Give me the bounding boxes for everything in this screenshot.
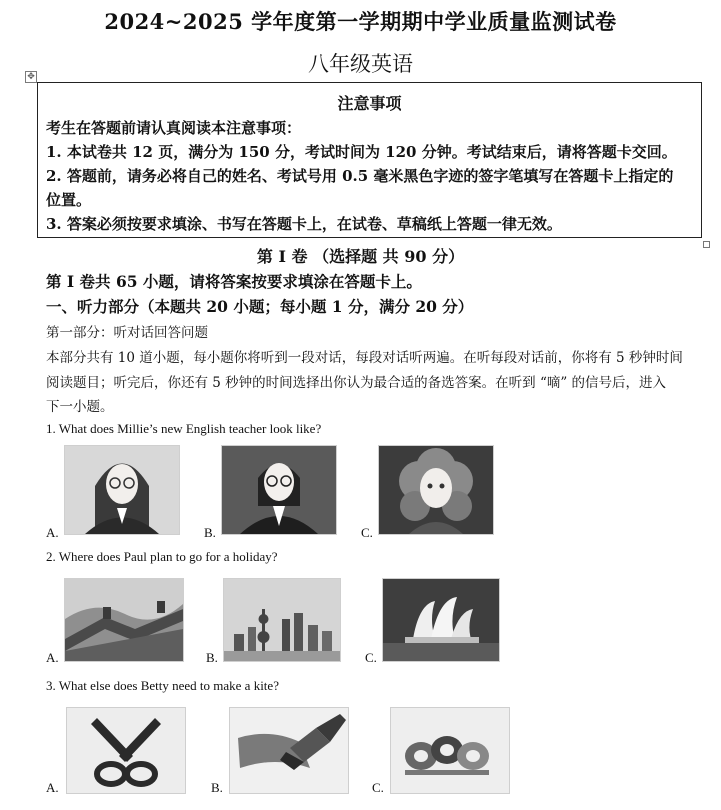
option-label: A. <box>46 780 59 795</box>
great-wall-picture <box>64 578 184 662</box>
notice-line: 1. 本试卷共 12 页，满分为 150 分，考试时间为 120 分钟。考试结束后，请将答题卡交回。 <box>46 143 677 161</box>
option-label: A. <box>46 525 59 540</box>
notice-line: 2. 答题前，请务必将自己的姓名、考试号用 0.5 毫米黑色字迹的签字笔填写在答题卡上指定的 <box>46 167 674 185</box>
woman-long-hair-glasses-picture <box>64 445 180 535</box>
option-label: C. <box>365 650 377 665</box>
option-label: C. <box>372 780 384 795</box>
description-line: 下一小题。 <box>46 399 114 415</box>
section-title: 第 I 卷 （选择题 共 90 分） <box>256 247 465 266</box>
subpart-title: 第一部分：听对话回答问题 <box>46 325 208 341</box>
question-3: 3. What else does Betty need to make a kite? <box>46 678 279 693</box>
notice-line: 3. 答案必须按要求填涂、书写在答题卡上，在试卷、草稿纸上答题一律无效。 <box>46 215 562 233</box>
woman-short-hair-glasses-picture <box>221 445 337 535</box>
description-line: 本部分共有 10 道小题，每小题你将听到一段对话，每段对话听两遍。在听每段对话前，你将有 5 秒钟时间 <box>46 350 683 366</box>
option-label: B. <box>204 525 216 540</box>
exam-subtitle: 八年级英语 <box>308 52 413 76</box>
option-label: C. <box>361 525 373 540</box>
description-line: 阅读题目；听完后，你还有 5 秒钟的时间选择出你认为最合适的备选答案。在听到 “嘀” 的信号后，进入 <box>46 375 667 391</box>
notice-line: 位置。 <box>46 191 92 209</box>
question-1: 1. What does Millie’s new English teacher look like? <box>46 421 322 436</box>
section-instruction: 第 I 卷共 65 小题，请将答案按要求填涂在答题卡上。 <box>46 272 422 291</box>
question-2: 2. Where does Paul plan to go for a holiday? <box>46 549 278 564</box>
notice-title: 注意事项 <box>337 94 402 113</box>
tape-rolls-picture <box>390 707 510 794</box>
opera-house-picture <box>382 578 500 662</box>
woman-curly-hair-picture <box>378 445 494 535</box>
table-move-handle-icon[interactable]: ✥ <box>25 71 37 83</box>
exam-title: 2024~2025 学年度第一学期期中学业质量监测试卷 <box>104 9 617 34</box>
part-title: 一、听力部分（本题共 20 小题；每小题 1 分，满分 20 分） <box>46 297 474 316</box>
option-label: B. <box>206 650 218 665</box>
notice-box <box>37 82 702 238</box>
option-label: A. <box>46 650 59 665</box>
option-label: B. <box>211 780 223 795</box>
paintbrush-picture <box>229 707 349 794</box>
scissors-picture <box>66 707 186 794</box>
city-skyline-tower-picture <box>223 578 341 662</box>
notice-line: 考生在答题前请认真阅读本注意事项： <box>46 119 302 137</box>
